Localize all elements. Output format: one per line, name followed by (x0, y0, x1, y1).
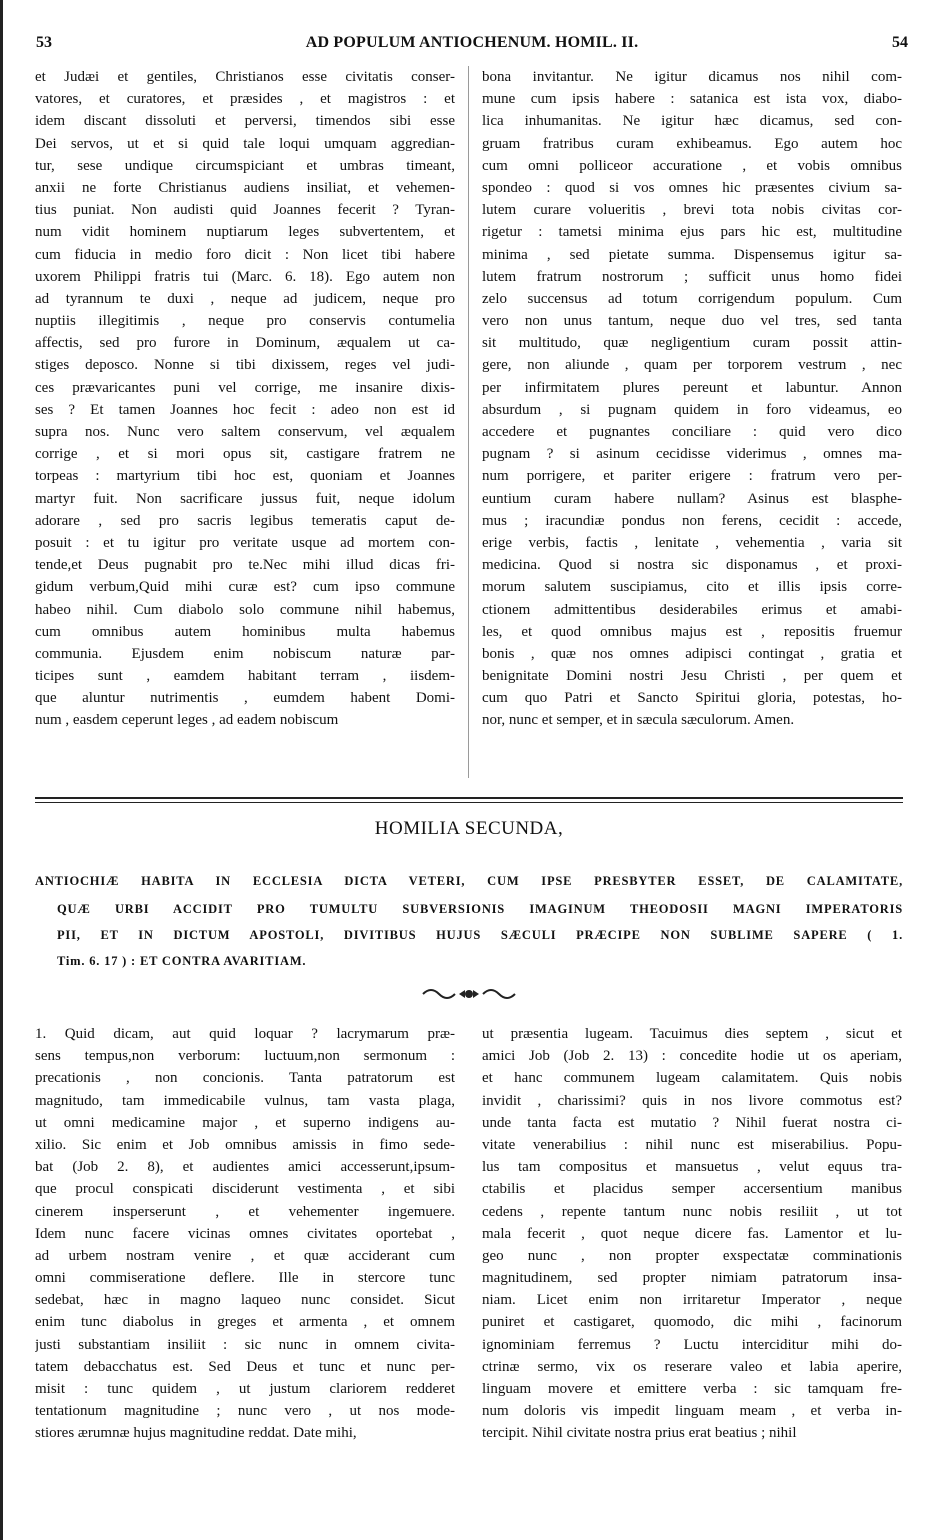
running-title: AD POPULUM ANTIOCHENUM. HOMIL. II. (305, 34, 639, 51)
text-line: cum fiducia in medio foro dicit : Non licet tibi habere (35, 246, 455, 263)
text-line: gere, non aliunde , quam per torporem vestrum , nec (482, 357, 902, 374)
text-line: habeo nihil. Cum diabolo solo commune nihil habemus, (35, 601, 455, 618)
text-line: ad tyrannum te duxi , neque ad judicem, neque pro (35, 290, 455, 307)
text-line: vero non unus tantum, neque duo vel tres, sed tanta (482, 313, 902, 330)
text-line: magnitudinem, sed propter nimiam patratorum insa- (482, 1270, 902, 1287)
text-line: tur, sese undique circumspiciant et umbras timeant, (35, 157, 455, 174)
text-line: cum omni polliceor accuratione , et vobis omnibus (482, 157, 902, 174)
text-line: mus ; iracundiæ pondus non ferens, cecidit : accede, (482, 512, 902, 529)
text-line: absurdum , si pugnam quidem in foro videamus, eo (482, 401, 902, 418)
text-line: cedens , repente tantum nunc nobis resiliit , ut tot (482, 1203, 902, 1220)
column-bottom-left (35, 1023, 455, 1445)
text-line: enim tunc diabolus in greges et armenta , et omnem (35, 1314, 455, 1331)
running-header (36, 34, 908, 56)
text-line: que aluntur nutrimentis , eumdem habent Domi- (35, 690, 455, 707)
text-line: Idem nunc facere vicinas omnes civitates oportebat , (35, 1225, 455, 1242)
text-line: rigetur : tametsi minima ejus pars hic est, multitudine (482, 224, 902, 241)
text-line: sit multitudo, quæ negligentium curam possit attin- (482, 335, 902, 352)
text-line: tatem debacchatus est. Sed Deus et tunc et nunc per- (35, 1358, 455, 1375)
homily-subtitle-line: QUÆ URBI ACCIDIT PRO TUMULTU SUBVERSIONIS IMAGINUM THEODOSII MAGNI IMPERATORIS (57, 902, 903, 916)
text-line: omni commiseratione deflere. Ille in stercore tunc (35, 1270, 455, 1287)
text-line: zelo succensus ad totum corrigendum populum. Cum (482, 290, 902, 307)
text-line: ctrinæ sermo, vix os reserare valeo et labia aperire, (482, 1358, 902, 1375)
text-line: unde tanta facta est mutatio ? Nihil fuerat nostra ci- (482, 1114, 902, 1131)
text-line: uxorem Philippi fratris tui (Marc. 6. 18). Ego autem non (35, 268, 455, 285)
text-line: et Judæi et gentiles, Christianos esse civitatis conser- (35, 69, 455, 85)
text-line: mune cum ipsis habere : satanica est ista vox, diabo- (482, 91, 902, 108)
text-line: communia. Ejusdem enim nobiscum naturæ par- (35, 645, 455, 662)
text-line: 1. Quid dicam, aut quid loquar ? lacrymarum præ- (35, 1026, 455, 1042)
text-line: geo nunc , non propter exspectatæ comminationis (482, 1247, 902, 1264)
text-line: ctabilis et placidus semper accersentium manibus (482, 1181, 902, 1198)
text-line: lica inhumanitas. Ne igitur hæc dicamus, sed con- (482, 113, 902, 130)
page-number-right: 54 (892, 34, 908, 51)
text-line: justi substantiam insiliit : sic nunc in omnem civita- (35, 1336, 455, 1353)
text-line: gruam fratribus curam exhibeamus. Ego autem hoc (482, 135, 902, 152)
text-line: pugnam ? si asinum cecidisse viderimus , omnes ma- (482, 446, 902, 463)
text-line: magnitudo, tam immedicabile vulnus, tam vasta plaga, (35, 1092, 455, 1109)
text-line: xilio. Sic enim et Job omnibus amissis in fimo sede- (35, 1136, 455, 1153)
text-line: num doloris vis impedit linguam meam , et verba in- (482, 1403, 902, 1420)
text-line: cum quo Patri et Sancto Spiritui gloria, potestas, ho- (482, 690, 902, 707)
ornament-divider-icon (419, 984, 519, 1004)
text-line: num vidit hominem nuptiarum leges subvertentem, et (35, 224, 455, 241)
text-line: idem discant dissoluti et perversi, timendos sibi esse (35, 113, 455, 130)
text-line: adorare , sed pro sacris legibus temeratis caput de- (35, 512, 455, 529)
text-line: ticipes sunt , eamdem habitant terram , iisdem- (35, 668, 455, 685)
text-line: accedere et pugnantes conciliare : quid vero dico (482, 424, 902, 440)
homily-subtitle-line: PII, ET IN DICTUM APOSTOLI, DIVITIBUS HUJUS SÆCULI PRÆCIPE NON SUBLIME SAPERE ( 1. (57, 928, 903, 942)
text-line: ces prævaricantes puni vel corrige, me insanire dixis- (35, 379, 455, 396)
text-line: sens tempus,non verborum: luctuum,non sermonum : (35, 1048, 455, 1065)
text-line: num porrigere, et pariter erigere : fratrum vero per- (482, 468, 902, 485)
text-line: erige verbis, factis , lenitate , vehementia , varia sit (482, 534, 902, 551)
text-line: supra nos. Nunc vero saltem conservum, vel æqualem (35, 424, 455, 440)
text-line: num , easdem ceperunt leges , ad eadem nobiscum (35, 712, 339, 729)
text-line: precationis , non concionis. Tanta patratorum est (35, 1070, 455, 1087)
column-top-left (35, 66, 455, 732)
text-line: medicina. Quod si nostra sic disponamus , et proxi- (482, 557, 902, 574)
text-line: ctionem admittentibus desiderabiles erimus et amabi- (482, 601, 902, 618)
text-line: lutem fratrum nostrorum ; sufficit unus homo fidei (482, 268, 902, 285)
text-line: tentationum magnitudine ; nunc vero , ut nos mode- (35, 1403, 455, 1420)
text-line: minima , sed pietate summa. Dispensemus igitur sa- (482, 246, 902, 263)
page-spine-edge (0, 0, 3, 1540)
section-rule-thin (35, 802, 903, 803)
text-line: cinerem insperserunt , et vehementer ingemuere. (35, 1203, 455, 1220)
text-line: Dei servos, ut et si quid tale loqui umquam aggredian- (35, 135, 455, 152)
text-line: bat (Job 2. 8), et audientes amici accesserunt,ipsum- (35, 1159, 455, 1176)
text-line: martyr fuit. Non sacrificare jussus fuit, neque idolum (35, 490, 455, 507)
text-line: mala fecerit , quot neque dicere fas. Lamentor et lu- (482, 1225, 902, 1242)
text-line: corrige , et si mori opus sit, castigare fratrem ne (35, 446, 455, 463)
text-line: benignitate Domini nostri Jesu Christi , per quem et (482, 668, 902, 685)
text-line: gidum verbum,Quid mihi curæ est? cum ipso commune (35, 579, 455, 596)
text-line: per infirmitatem plures pereunt et labuntur. Annon (482, 379, 902, 396)
text-line: ad urbem nostram venire , et quæ acciderant cum (35, 1247, 455, 1264)
text-line: amici Job (Job 2. 13) : concedite hodie ut os aperiam, (482, 1048, 902, 1065)
column-divider (468, 66, 469, 778)
text-line: tius puniat. Non audisti quid Joannes fecerit ? Tyran- (35, 202, 455, 219)
text-line: vitate venerabilius : nihil nunc est miserabilius. Popu- (482, 1136, 902, 1153)
homily-subtitle-line: Tim. 6. 17 ) : ET CONTRA AVARITIAM. (57, 954, 307, 968)
text-line: misit : tunc quidem , ut justum clariorem redderet (35, 1381, 455, 1397)
text-line: anxii ne forte Christianus audiens insiliat, et vehemen- (35, 179, 455, 196)
text-line: sedebat, hæc in magno laqueo nunc considet. Sicut (35, 1292, 455, 1309)
text-line: spondeo : quod si vos omnes hic præsentes civium sa- (482, 179, 902, 196)
text-line: lus tam compositus et mansuetus , velut equus tra- (482, 1159, 902, 1176)
text-line: cum omnibus autem hominibus multa habemus (35, 623, 455, 640)
section-rule-thick (35, 797, 903, 799)
text-line: morum salutem suscipiamus, cito et illis ipsis corre- (482, 579, 902, 596)
text-line: bonis , quæ nos omnes adipisci contingat , gratia et (482, 645, 902, 662)
column-top-right (482, 66, 902, 732)
text-line: tende,et Deus pugnabit pro te.Nec mihi illud dicas fri- (35, 557, 455, 574)
homily-subtitle-line: ANTIOCHIÆ HABITA IN ECCLESIA DICTA VETERI, CUM IPSE PRESBYTER ESSET, DE CALAMITATE, (35, 874, 903, 888)
text-line: nuptiis illegitimis , neque pro conservis contumelia (35, 313, 455, 330)
text-line: bona invitantur. Ne igitur dicamus nos nihil com- (482, 69, 902, 85)
homily-title: HOMILIA SECUNDA, (374, 818, 564, 839)
text-line: linguam movere et emittere verba : sic tamquam fre- (482, 1381, 902, 1397)
column-bottom-right (482, 1023, 902, 1445)
text-line: ut omni medicamine major , et superno indigens au- (35, 1114, 455, 1131)
text-line: ignominiam ferremus ? Luctu interciditur mihi do- (482, 1336, 902, 1353)
text-line: que procul conspicati disciderunt vestimenta , et sibi (35, 1181, 455, 1198)
text-line: ut præsentia lugeam. Tacuimus dies septem , sicut et (482, 1026, 902, 1042)
text-line: niam. Licet enim non irritaretur Imperator , neque (482, 1292, 902, 1309)
text-line: ses ? Et tamen Joannes hoc fecit : adeo non est id (35, 401, 455, 418)
text-line: euntium curam habere nullam? Asinus est blasphe- (482, 490, 902, 507)
text-line: stiores ærumnæ hujus magnitudine reddat. Date mihi, (35, 1425, 357, 1442)
text-line: lutem curare volueritis , brevi tota nobis civitas cor- (482, 202, 902, 219)
text-line: affectis, sed pro furore in Dominum, æqualem ut ca- (35, 335, 455, 352)
text-line: invidit , charissimi? quis in nos livore commotus est? (482, 1092, 902, 1109)
text-line: tercipit. Nihil civitate nostra prius erat beatius ; nihil (482, 1425, 797, 1442)
text-line: nor, nunc et semper, et in sæcula sæculorum. Amen. (482, 712, 795, 729)
text-line: vatores, et curatores, et præsides , et magistros : et (35, 91, 455, 108)
page-number-left: 53 (36, 34, 52, 51)
text-line: posuit : et tu igitur pro veritate usque ad mortem con- (35, 534, 455, 551)
text-line: torpeas : martyrium tibi hoc est, quoniam et Joannes (35, 468, 455, 485)
text-line: stiges deposco. Nonne si tibi dixissem, reges vel judi- (35, 357, 455, 374)
text-line: puniret et castigaret, quomodo, dic mihi , facinorum (482, 1314, 902, 1331)
text-line: et hanc communem lugeam calamitatem. Quis nobis (482, 1070, 902, 1087)
text-line: les, et quod omnibus majus est , repositis fruemur (482, 623, 902, 640)
